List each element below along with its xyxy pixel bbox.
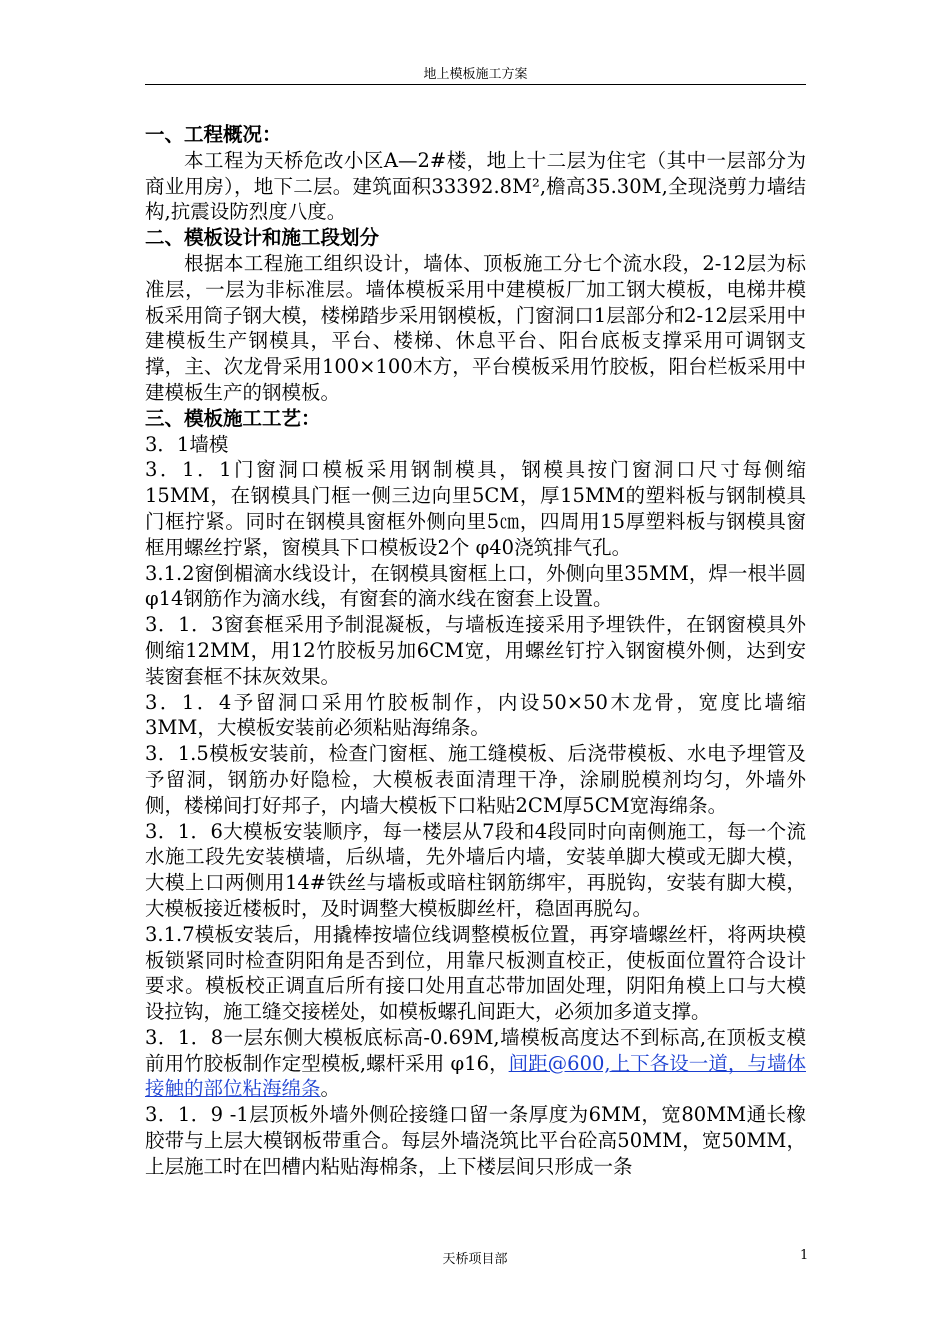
section-heading-process: 三、模板施工工艺： bbox=[145, 406, 321, 430]
hyperlink-spacing[interactable]: 间距@600,上下各设一道，与墙体接触的部位粘海绵条 bbox=[145, 1051, 806, 1101]
paragraph-3-1-6: 3．1．6大模板安装顺序，每一楼层从7段和4段同时向南侧施工，每一个流水施工段先安装横墙，后纵墙，先外墙后内墙，安装单脚大模或无脚大模，大模上口两侧用14#铁丝与墙板或暗柱钢筋绑牢，再脱钩，安装有脚大模，大模板接近楼板时，及时调整大模板脚丝杆，稳固再脱勾。 bbox=[145, 819, 806, 920]
paragraph-3-1-7: 3.1.7模板安装后，用撬棒按墙位线调整模板位置，再穿墙螺丝杆，将两块模板锁紧同时检查阴阳角是否到位，用靠尺板测直校正，使板面位置符合设计要求。模板校正调直后所有接口处用直芯带加固处理，阴阳角模上口与大模设拉钩，施工缝交接槎处，如模板螺孔间距大，必须加多道支撑。 bbox=[145, 922, 806, 1024]
paragraph-3-1-3: 3．1．3窗套框采用予制混凝板，与墙板连接采用予埋铁件，在钢窗模具外侧缩12MM，用12竹胶板另加6CM宽，用螺丝钉拧入钢窗模外侧，达到安装窗套框不抹灰效果。 bbox=[145, 613, 806, 688]
paragraph-3-1-2: 3.1.2窗倒楣滴水线设计，在钢模具窗框上口，外侧向里35MM，焊一根半圆 φ14钢筋作为滴水线，有窗套的滴水线在窗套上设置。 bbox=[145, 561, 806, 611]
paragraph-3-1-9: 3．1．9 -1层顶板外墙外侧砼接缝口留一条厚度为6MM，宽80MM通长橡胶带与上层大模钢板带重合。每层外墙浇筑比平台砼高50MM，宽50MM，上层施工时在凹槽内粘贴海棉条，上下楼层间只形成一条 bbox=[145, 1103, 806, 1178]
paragraph-3-1-8-end: 。 bbox=[320, 1077, 341, 1101]
section-heading-design: 二、模板设计和施工段划分 bbox=[145, 226, 380, 250]
subsection-wall-form: 3．1墙模 bbox=[145, 432, 229, 456]
paragraph-3-1-8 bbox=[145, 1025, 806, 1102]
section-heading-overview: 一、工程概况： bbox=[145, 123, 282, 146]
header-rule bbox=[145, 84, 806, 85]
page-number: 1 bbox=[800, 1248, 809, 1263]
paragraph-design: 根据本工程施工组织设计，墙体、顶板施工分七个流水段，2-12层为标准层，一层为非标准层。墙体模板采用中建模板厂加工钢大模板，电梯井模板采用筒子钢大模，楼梯踏步采用钢模板，门窗洞口1层部分和2-12层采用中建模板生产钢模具，平台、楼梯、休息平台、阳台底板支撑采用可调钢支撑，主、次龙骨采用100×100木方，平台模板采用竹胶板，阳台栏板采用中建模板生产的钢模板。 bbox=[145, 251, 806, 404]
page-footer-project: 天桥项目部 bbox=[442, 1252, 508, 1267]
paragraph-3-1-8-text: 3．1．8一层东侧大模板底标高-0.69M,墙模板高度达不到标高,在顶板支模前用竹胶板制作定型模板,螺杆采用 φ16， bbox=[145, 1025, 806, 1075]
document-body bbox=[145, 122, 806, 1180]
paragraph-3-1-4: 3．1．4予留洞口采用竹胶板制作，内设50×50木龙骨，宽度比墙缩3MM，大模板安装前必须粘贴海绵条。 bbox=[145, 690, 806, 740]
paragraph-3-1-5: 3．1.5模板安装前，检查门窗框、施工缝模板、后浇带模板、水电予埋管及予留洞，钢筋办好隐检，大模板表面清理干净，涂刷脱模剂均匀，外墙外侧，楼梯间打好邦子，内墙大模板下口粘贴2CM厚5CM宽海绵条。 bbox=[145, 742, 806, 817]
page-header: 地上模板施工方案 bbox=[423, 67, 528, 82]
paragraph-overview: 本工程为天桥危改小区A—2#楼，地上十二层为住宅（其中一层部分为商业用房），地下二层。建筑面积33392.8M²,檐高35.30M,全现浇剪力墙结构,抗震设防烈度八度。 bbox=[145, 148, 806, 224]
paragraph-3-1-1: 3．1．1门窗洞口模板采用钢制模具，钢模具按门窗洞口尺寸每侧缩15MM，在钢模具门框一侧三边向里5CM，厚15MM的塑料板与钢制模具门框拧紧。同时在钢模具窗框外侧向里5㎝，四周用15厚塑料板与钢模具窗框用螺丝拧紧，窗模具下口模板设2个 φ40浇筑排气孔。 bbox=[145, 458, 806, 559]
